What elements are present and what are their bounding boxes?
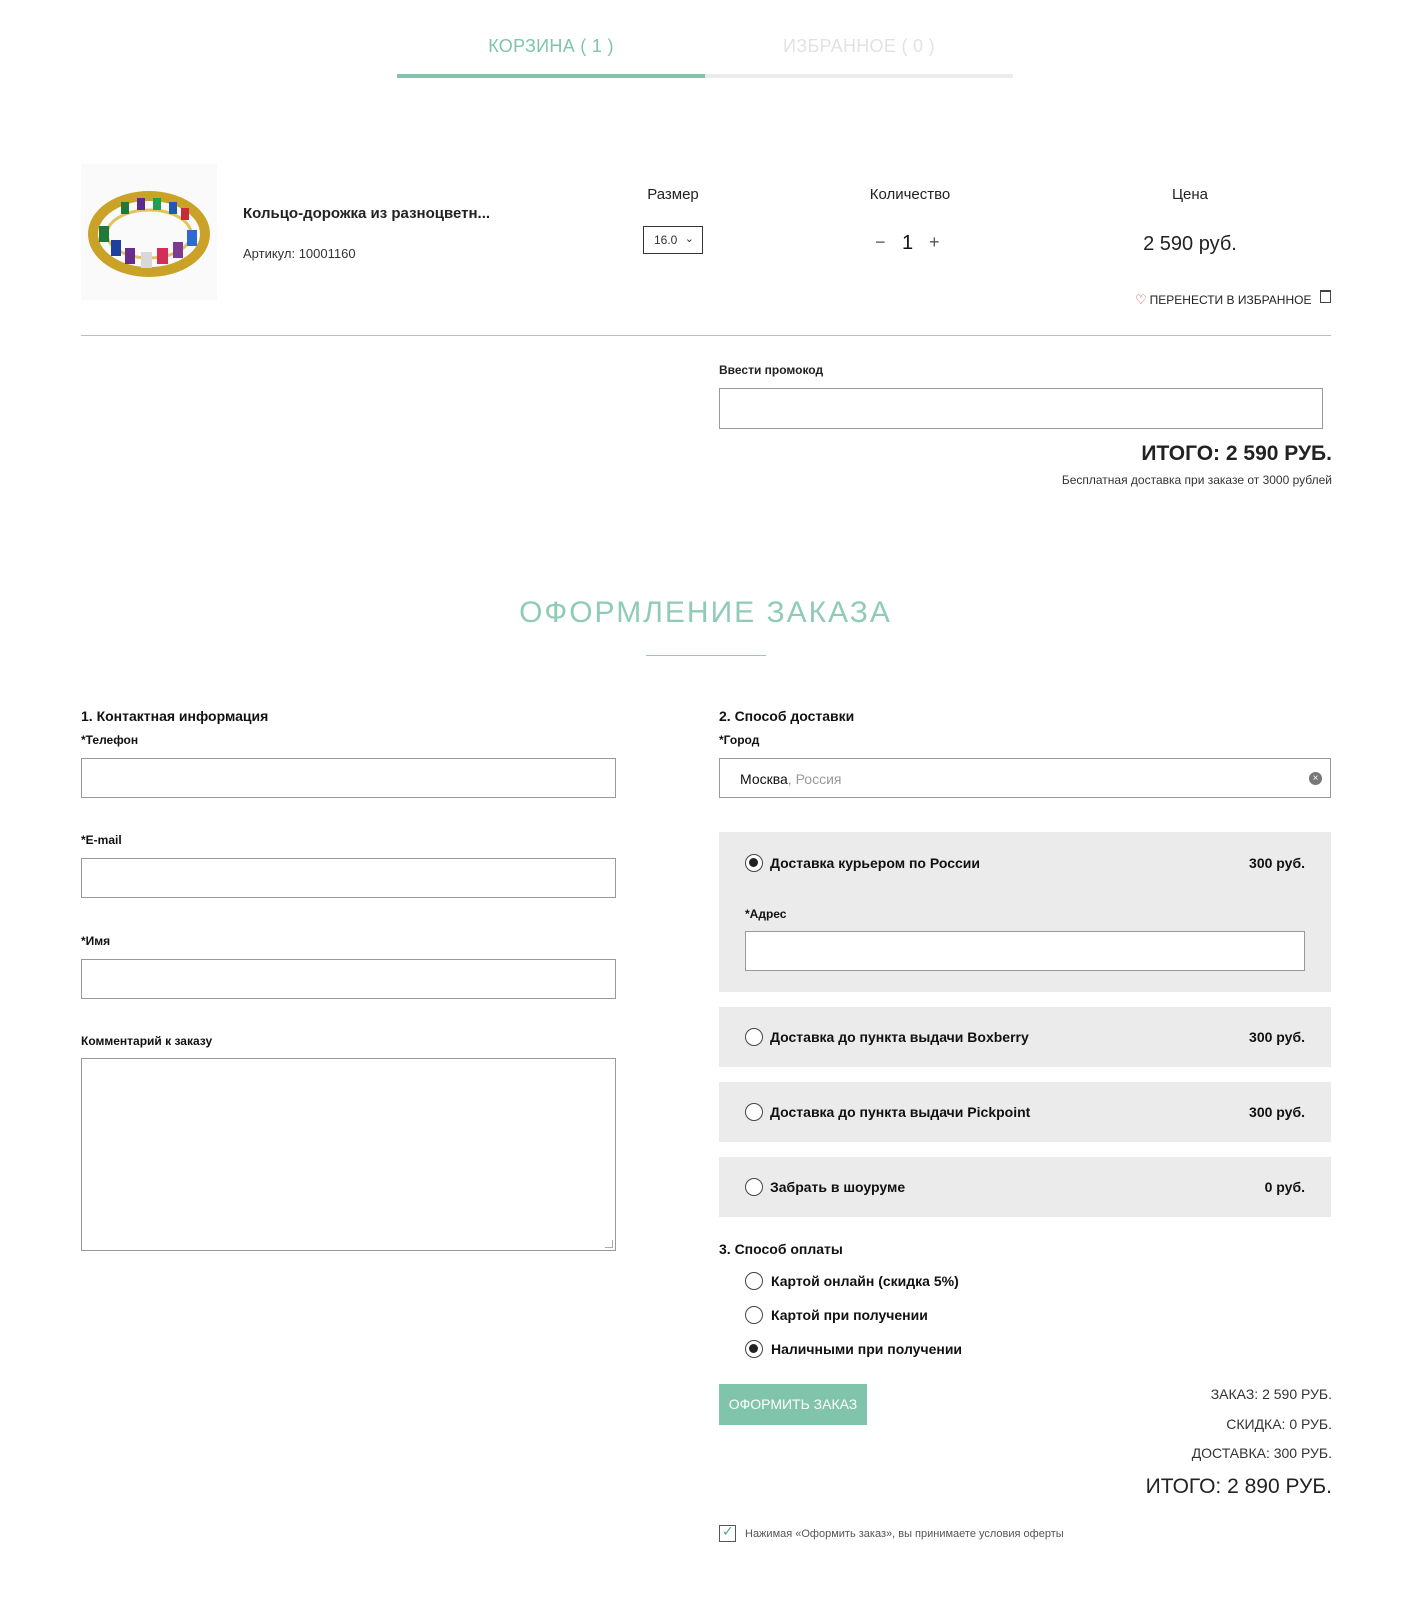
delivery-option-price: 300 руб.: [1249, 1104, 1305, 1120]
payment-option-cash[interactable]: [745, 1338, 1145, 1360]
quantity-decrease-button[interactable]: −: [875, 232, 886, 252]
delivery-option-price: 300 руб.: [1249, 1029, 1305, 1045]
delivery-option-boxberry[interactable]: [719, 1007, 1331, 1067]
city-value: Москва: [740, 771, 788, 787]
payment-section-title: 3. Способ оплаты: [719, 1241, 843, 1257]
email-label: *E-mail: [81, 833, 122, 847]
tab-cart[interactable]: КОРЗИНА ( 1 ): [488, 36, 614, 56]
delivery-option-label: Доставка курьером по России: [770, 855, 980, 871]
delivery-option-courier[interactable]: [719, 832, 1331, 992]
promo-input[interactable]: [719, 388, 1323, 429]
resize-grip-icon[interactable]: [605, 1240, 613, 1248]
heart-icon: ♡: [1135, 292, 1147, 307]
order-total: ИТОГО: 2 890 РУБ.: [1145, 1475, 1332, 1498]
radio-pickpoint[interactable]: [745, 1103, 763, 1121]
payment-option-card-online[interactable]: [745, 1270, 1145, 1292]
size-select-value: 16.0: [654, 233, 678, 247]
radio-card-on-delivery[interactable]: [745, 1306, 763, 1324]
city-input[interactable]: [719, 758, 1331, 798]
delivery-option-price: 0 руб.: [1264, 1179, 1305, 1195]
name-input[interactable]: [81, 959, 616, 999]
address-label: *Адрес: [745, 907, 787, 921]
checkmark-icon: ✓: [722, 1523, 734, 1539]
payment-option-label: Наличными при получении: [771, 1341, 963, 1357]
payment-option-label: Картой онлайн (скидка 5%): [771, 1273, 959, 1289]
phone-input[interactable]: [81, 758, 616, 798]
delivery-option-price: 300 руб.: [1249, 855, 1305, 871]
clear-icon[interactable]: ×: [1309, 772, 1322, 785]
payment-option-card-on-delivery[interactable]: [745, 1304, 1145, 1326]
size-select[interactable]: [643, 226, 703, 254]
quantity-value: 1: [902, 232, 914, 254]
agreement-text: Нажимая «Оформить заказ», вы принимаете условия оферты: [745, 1528, 1064, 1540]
address-input[interactable]: [745, 931, 1305, 971]
radio-boxberry[interactable]: [745, 1028, 763, 1046]
quantity-column-label: Количество: [869, 186, 951, 203]
agreement-checkbox[interactable]: [719, 1525, 736, 1542]
place-order-button[interactable]: ОФОРМИТЬ ЗАКАЗ: [719, 1384, 867, 1425]
city-label: *Город: [719, 733, 760, 747]
tab-active-indicator: [397, 74, 705, 78]
checkout-title-underline: [646, 655, 766, 656]
comment-label: Комментарий к заказу: [81, 1034, 213, 1048]
move-to-favorites-button[interactable]: [1135, 292, 1311, 308]
summary-order: ЗАКАЗ: 2 590 РУБ.: [1210, 1386, 1332, 1402]
product-sku: Артикул: 10001160: [243, 246, 356, 261]
cart-total: ИТОГО: 2 590 РУБ.: [1141, 442, 1332, 465]
price-column-label: Цена: [1171, 186, 1209, 203]
city-country: , Россия: [787, 771, 842, 787]
radio-courier[interactable]: [745, 854, 763, 872]
comment-textarea[interactable]: [81, 1058, 616, 1251]
delivery-section-title: 2. Способ доставки: [719, 708, 855, 724]
summary-delivery: ДОСТАВКА: 300 РУБ.: [1191, 1445, 1332, 1461]
product-name[interactable]: Кольцо-дорожка из разноцветн...: [243, 205, 491, 222]
delivery-option-pickpoint[interactable]: [719, 1082, 1331, 1142]
delivery-option-label: Доставка до пункта выдачи Pickpoint: [770, 1104, 1031, 1120]
delivery-option-label: Забрать в шоуруме: [770, 1179, 906, 1195]
tab-favorites[interactable]: ИЗБРАННОЕ ( 0 ): [783, 36, 935, 56]
radio-card-online[interactable]: [745, 1272, 763, 1290]
radio-showroom[interactable]: [745, 1178, 763, 1196]
radio-cash[interactable]: [745, 1340, 763, 1358]
size-column-label: Размер: [647, 186, 699, 203]
name-label: *Имя: [81, 934, 111, 948]
trash-icon[interactable]: [1320, 290, 1331, 303]
product-thumbnail[interactable]: [81, 164, 217, 300]
quantity-increase-button[interactable]: +: [929, 232, 940, 252]
email-input[interactable]: [81, 858, 616, 898]
phone-label: *Телефон: [81, 733, 139, 747]
promo-label: Ввести промокод: [719, 363, 824, 377]
free-shipping-note: Бесплатная доставка при заказе от 3000 рублей: [1061, 473, 1332, 487]
summary-discount: СКИДКА: 0 РУБ.: [1226, 1416, 1332, 1432]
delivery-option-label: Доставка до пункта выдачи Boxberry: [770, 1029, 1029, 1045]
chevron-down-icon: ⌄: [684, 233, 694, 245]
contact-section-title: 1. Контактная информация: [81, 708, 269, 724]
move-to-favorites-label: ПЕРЕНЕСТИ В ИЗБРАННОЕ: [1149, 293, 1312, 307]
delivery-option-showroom[interactable]: [719, 1157, 1331, 1217]
item-price: 2 590 руб.: [1143, 233, 1237, 255]
checkout-title: ОФОРМЛЕНИЕ ЗАКАЗА: [519, 596, 892, 629]
payment-option-label: Картой при получении: [771, 1307, 928, 1323]
cart-divider: [81, 335, 1331, 336]
